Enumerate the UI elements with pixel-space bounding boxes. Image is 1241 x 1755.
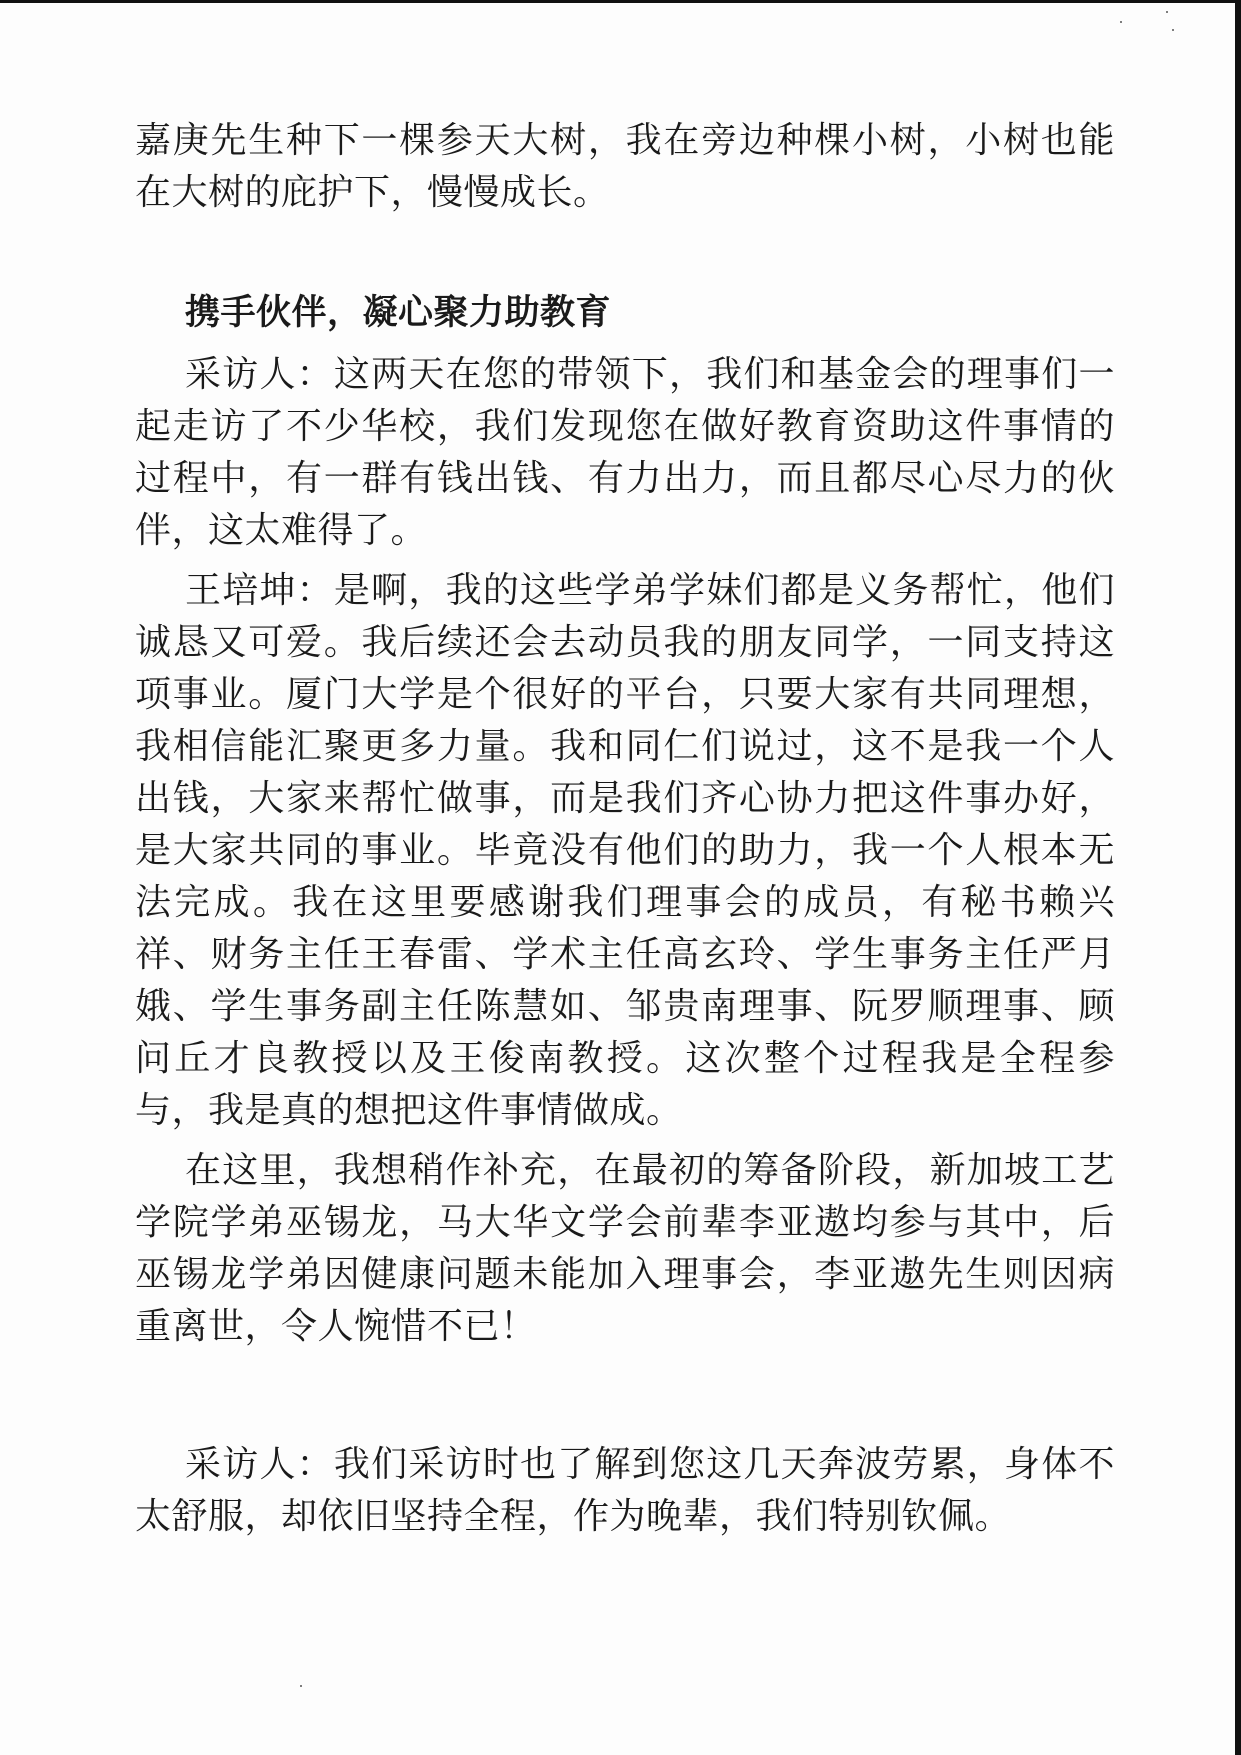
paragraph-interviewer-closing: 采访人：我们采访时也了解到您这几天奔波劳累，身体不太舒服，却依旧坚持全程，作为晚辈，我们特别钦佩。 — [135, 1444, 1115, 1537]
section-heading: 携手伙伴，凝心聚力助教育 — [185, 293, 612, 333]
scan-speck — [1166, 11, 1168, 13]
paragraph-interviewer-question: 采访人：这两天在您的带领下，我们和基金会的理事们一起走访了不少华校，我们发现您在做好教育资助这件事情的过程中，有一群有钱出钱、有力出力，而且都尽心尽力的伙伴，这太难得了。 — [135, 354, 1115, 551]
interview-block — [135, 349, 1115, 1353]
closing-block — [135, 1439, 1115, 1543]
intro-paragraph: 嘉庚先生种下一棵参天大树，我在旁边种棵小树，小树也能在大树的庇护下，慢慢成长。 — [135, 120, 1115, 213]
scan-speck — [300, 1685, 302, 1687]
paragraph-wang-answer: 王培坤：是啊，我的这些学弟学妹们都是义务帮忙，他们诚恳又可爱。我后续还会去动员我的朋友同学，一同支持这项事业。厦门大学是个很好的平台，只要大家有共同理想，我相信能汇聚更多力量。我和同仁们说过，这不是我一个人出钱，大家来帮忙做事，而是我们齐心协力把这件事办好，是大家共同的事业。毕竟没有他们的助力，我一个人根本无法完成。我在这里要感谢我们理事会的成员，有秘书赖兴祥、财务主任王春雷、学术主任高玄玲、学生事务主任严月娥、学生事务副主任陈慧如、邹贵南理事、阮罗顺理事、顾问丘才良教授以及王俊南教授。这次整个过程我是全程参与，我是真的想把这件事情做成。 — [135, 570, 1115, 1131]
paragraph-supplement: 在这里，我想稍作补充，在最初的筹备阶段，新加坡工艺学院学弟巫锡龙，马大华文学会前辈李亚遨均参与其中，后巫锡龙学弟因健康问题未能加入理事会，李亚遨先生则因病重离世，令人惋惜不已！ — [135, 1150, 1115, 1347]
scan-speck — [1172, 29, 1174, 31]
section-heading-block — [135, 287, 1115, 339]
scan-speck — [1120, 21, 1122, 23]
intro-block — [135, 115, 1115, 219]
